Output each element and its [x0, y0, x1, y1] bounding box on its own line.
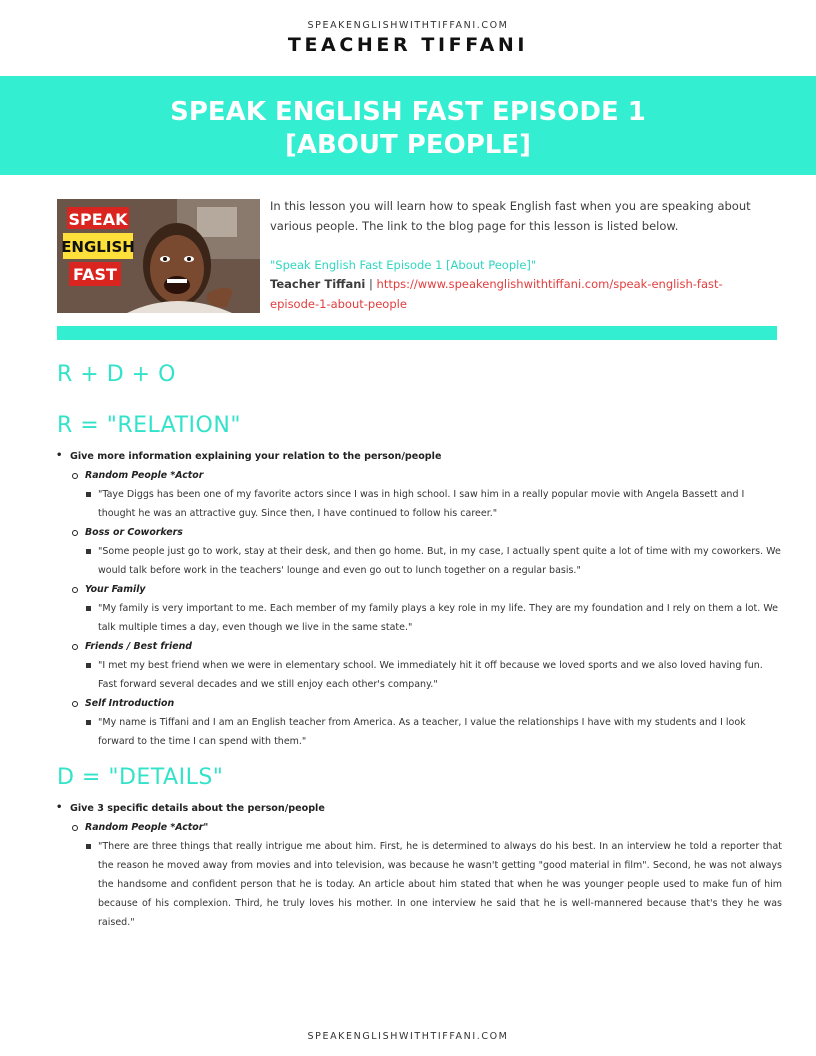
relation-item-text: "My name is Tiffani and I am an English teacher from America. As a teacher, I value the relationships I have with my students and I look forward to the time I can spend with them." — [98, 713, 782, 751]
blog-link-title[interactable]: "Speak English Fast Episode 1 [About People]" — [270, 257, 537, 272]
page-title-line2: [ABOUT PEOPLE] — [284, 130, 531, 160]
details-item-label: Random People *Actor" — [85, 822, 209, 833]
page-title-line1: SPEAK ENGLISH FAST EPISODE 1 — [170, 97, 646, 127]
thumbnail-image — [57, 199, 260, 313]
blog-link-line — [270, 275, 760, 314]
thumbnail-word-fast: FAST — [73, 265, 117, 284]
site-url-footer: SPEAKENGLISHWITHTIFFANI.COM — [307, 1031, 509, 1042]
details-heading: D = "DETAILS" — [57, 765, 224, 790]
relation-item-label: Boss or Coworkers — [85, 527, 183, 538]
relation-item-label: Your Family — [85, 584, 146, 595]
page-title — [0, 96, 816, 162]
blog-url-link[interactable]: https://www.speakenglishwithtiffani.com/speak-english-fast-episode-1-about-people — [270, 277, 723, 311]
link-separator: | — [365, 277, 377, 291]
relation-item-text: "Taye Diggs has been one of my favorite actors since I was in high school. I saw him in a really popular movie with Angela Bassett and I thought he was an attractive guy. Since then, I have continued to follow his career." — [98, 485, 782, 523]
thumbnail-word-english: ENGLISH — [61, 238, 135, 256]
relation-item-label: Friends / Best friend — [85, 641, 192, 652]
intro-block — [270, 197, 760, 314]
thumbnail-word-speak: SPEAK — [68, 210, 128, 229]
details-bullet: • Give 3 specific details about the person/people — [70, 803, 325, 814]
lesson-thumbnail — [57, 199, 260, 313]
intro-text: In this lesson you will learn how to speak English fast when you are speaking about various people. The link to the blog page for this lesson is listed below. — [270, 199, 751, 233]
details-item-text: "There are three things that really intrigue me about him. First, he is determined to always do his best. In an interview he told a reporter that the reason he moved away from movies and into television, was because he wasn't getting "good material in film". Second, he was not always the handsome and confident person that he is today. An article about him stated that when he was younger people used to make fun of him because of his complexion. Third, he truly loves his mother. In one interview he said that he is well-mannered because that's they he was raised." — [98, 837, 782, 932]
relation-item-text: "I met my best friend when we were in elementary school. We immediately hit it off because we loved sports and we also loved having fun. Fast forward several decades and we still enjoy each other's company." — [98, 656, 782, 694]
relation-bullet: • Give more information explaining your relation to the person/people — [70, 451, 441, 462]
relation-item-text: "Some people just go to work, stay at their desk, and then go home. But, in my case, I actually spent quite a lot of time with my coworkers. We would talk before work in the teachers' lounge and even go out to lunch together on a regular basis." — [98, 542, 782, 580]
relation-item-text: "My family is very important to me. Each member of my family plays a key role in my life. They are my foundation and I rely on them a lot. We talk multiple times a day, even though we live in the same state." — [98, 599, 782, 637]
site-url-header: SPEAKENGLISHWITHTIFFANI.COM — [307, 20, 509, 31]
rdo-heading: R + D + O — [57, 362, 176, 387]
brand-name: TEACHER TIFFANI — [287, 34, 529, 56]
relation-heading: R = "RELATION" — [57, 413, 241, 438]
relation-item-label: Self Introduction — [85, 698, 175, 709]
section-divider — [57, 326, 777, 340]
relation-item-label: Random People *Actor — [85, 470, 204, 481]
author-name: Teacher Tiffani — [270, 277, 366, 291]
